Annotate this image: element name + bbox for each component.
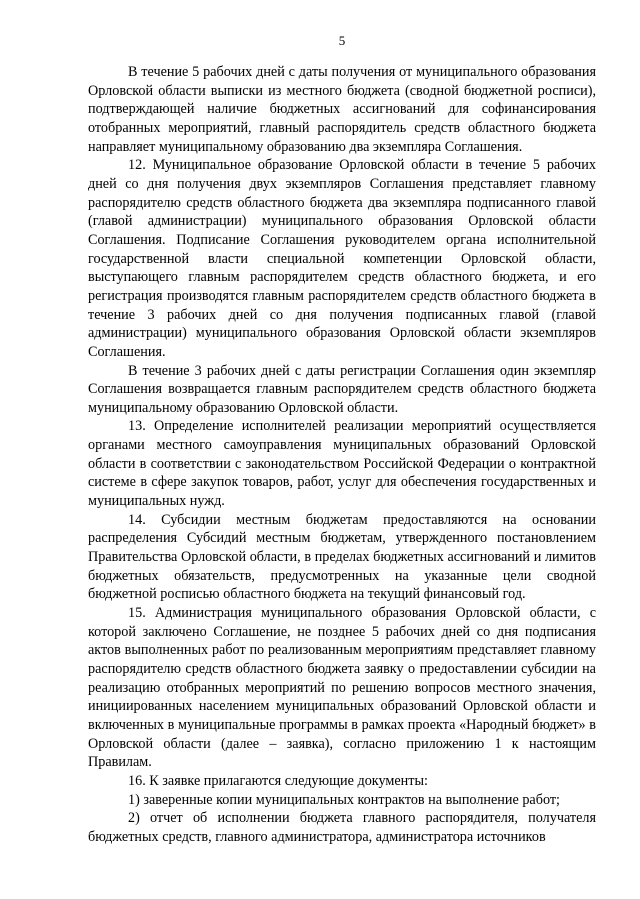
paragraph-agreement-return: В течение 3 рабочих дней с даты регистрации Соглашения один экземпляр Соглашения возвращается главным распорядителем средств областного бюджета муниципальному образованию Орловской области. — [88, 362, 596, 416]
list-item-contract-copies: 1) заверенные копии муниципальных контрактов на выполнение работ; — [128, 791, 560, 808]
document-body — [88, 63, 596, 847]
paragraph-12-agreement-signing: 12. Муниципальное образование Орловской области в течение 5 рабочих дней со дня получения двух экземпляров Соглашения представляет главному распорядителю средств областного бюджета два экземпляра подписанного главой (главой администрации) муниципального образования Орловской области Соглашения. Подписание Соглашения руководителем органа исполнительной государственной власти специальной компетенции Орловской области, выступающего главным распорядителем средств областного бюджета, и его регистрация производятся главным распорядителем средств областного бюджета в течение 3 рабочих дней со дня получения подписанных главой (главой администрации) муниципального образования Орловской области экземпляров Соглашения. — [88, 157, 596, 360]
page-number: 5 — [338, 33, 346, 48]
list-item-budget-report: 2) отчет об исполнении бюджета главного распорядителя, получателя бюджетных средств, главного администратора, администратора источников — [88, 810, 596, 845]
paragraph-budget-extract: В течение 5 рабочих дней с даты получения от муниципального образования Орловской области выписки из местного бюджета (сводной бюджетной росписи), подтверждающей наличие бюджетных ассигнований для софинансирования отобранных мероприятий, главный распорядитель средств областного бюджета направляет муниципальному образованию два экземпляра Соглашения. — [88, 64, 596, 155]
paragraph-16-documents: 16. К заявке прилагаются следующие документы: — [128, 772, 428, 789]
paragraph-15-application: 15. Администрация муниципального образования Орловской области, с которой заключено Соглашение, не позднее 5 рабочих дней со дня подписания актов выполненных работ по реализованным мероприятиям представляет главному распорядителю средств областного бюджета заявку о предоставлении субсидии на реализацию отобранных мероприятий по решению вопросов местного значения, инициированных населением муниципальных образований Орловской области и включенных в муниципальные программы в рамках проекта «Народный бюджет» в Орловской области (далее – заявка), согласно приложению 1 к настоящим Правилам. — [88, 605, 596, 771]
paragraph-14-subsidies: 14. Субсидии местным бюджетам предоставляются на основании распределения Субсидий местным бюджетам, утвержденного постановлением Правительства Орловской области, в пределах бюджетных ассигнований и лимитов бюджетных обязательств, предусмотренных на указанные цели сводной бюджетной росписью областного бюджета на текущий финансовый год. — [88, 511, 596, 603]
paragraph-13-contractors: 13. Определение исполнителей реализации мероприятий осуществляется органами местного самоуправления муниципальных образований Орловской области в соответствии с законодательством Российской Федерации о контрактной системе в сфере закупок товаров, работ, услуг для обеспечения государственных и муниципальных нужд. — [88, 418, 596, 510]
